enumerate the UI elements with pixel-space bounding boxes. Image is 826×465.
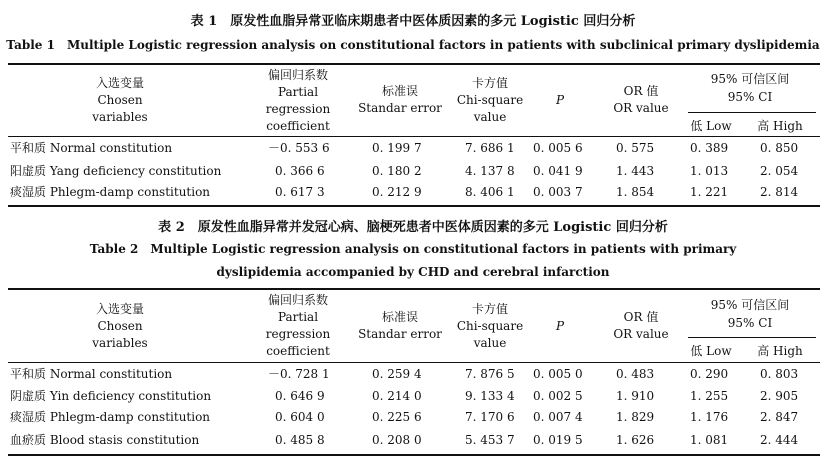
t2-row2-p: 0. 002 5 (533, 389, 583, 403)
t1-header-chi-en1: Chi-square (456, 93, 524, 107)
t2-row1-p: 0. 005 0 (533, 367, 583, 381)
t2-row1-se: 0. 259 4 (372, 367, 422, 381)
t2-header-coef-cn: 偏回归系数 (267, 293, 328, 307)
t2-row3-chi: 7. 170 6 (465, 410, 515, 424)
table2-header-rule (8, 362, 820, 363)
t1-row1-var: 平和质 Normal constitution (10, 141, 173, 155)
t1-row3-coef: 0. 617 3 (275, 185, 325, 199)
t1-header-low: 低 Low (690, 119, 732, 133)
t1-row3-chi: 8. 406 1 (465, 185, 515, 199)
t1-row2-low: 1. 013 (690, 164, 729, 178)
t1-row3-high: 2. 814 (760, 185, 799, 199)
t1-row2-chi: 4. 137 8 (465, 164, 515, 178)
t1-header-coef-en2: regression (265, 102, 331, 116)
t2-row1-coef: －0. 728 1 (268, 367, 330, 381)
t1-row1-coef: －0. 553 6 (268, 141, 330, 155)
t2-row4-or: 1. 626 (616, 433, 655, 447)
t1-header-ci-en: 95% CI (727, 90, 773, 104)
t2-header-coef-en3: coefficient (266, 344, 330, 358)
t2-row4-se: 0. 208 0 (372, 433, 422, 447)
t1-header-ci-cn: 95% 可信区间 (710, 72, 790, 86)
t1-header-high: 高 High (757, 119, 803, 133)
t2-row1-high: 0. 803 (760, 367, 799, 381)
t1-row1-se: 0. 199 7 (372, 141, 422, 155)
t2-header-or-en: OR value (613, 327, 669, 341)
t2-row1-low: 0. 290 (690, 367, 729, 381)
t1-header-se-en: Standar error (358, 101, 442, 115)
t1-header-se-cn: 标准误 (381, 84, 418, 98)
t2-header-var-en2: variables (92, 336, 148, 350)
t2-row1-chi: 7. 876 5 (465, 367, 515, 381)
t2-header-chi-cn: 卡方值 (471, 302, 508, 316)
t2-header-chi-en2: value (473, 336, 507, 350)
t1-header-coef-cn: 偏回归系数 (267, 68, 328, 82)
t2-ci-rule (688, 337, 816, 338)
t2-row3-coef: 0. 604 0 (275, 410, 325, 424)
t1-row1-chi: 7. 686 1 (465, 141, 515, 155)
t1-row1-high: 0. 850 (760, 141, 799, 155)
t2-row2-coef: 0. 646 9 (275, 389, 325, 403)
table1-title-cn: 表 1 原发性血脂异常亚临床期患者中医体质因素的多元 Logistic 回归分析 (190, 14, 636, 29)
t1-header-chi-en2: value (473, 110, 507, 124)
t2-row2-chi: 9. 133 4 (465, 389, 515, 403)
t1-header-coef-en3: coefficient (266, 119, 330, 133)
t1-row1-p: 0. 005 6 (533, 141, 583, 155)
t2-header-ci-en: 95% CI (727, 316, 773, 330)
t2-header-se-cn: 标准误 (381, 310, 418, 324)
table1-header-rule (8, 136, 820, 137)
table2-title-en-line1: Table 2 Multiple Logistic regression analysis on constitutional factors in patients with primary (89, 242, 737, 256)
t2-header-coef-en2: regression (265, 327, 331, 341)
t1-row2-coef: 0. 366 6 (275, 164, 325, 178)
t2-header-or-cn: OR 值 (623, 310, 659, 324)
t2-row4-p: 0. 019 5 (533, 433, 583, 447)
t1-row1-low: 0. 389 (690, 141, 729, 155)
table1-bottom-rule (8, 205, 820, 207)
t2-row4-coef: 0. 485 8 (275, 433, 325, 447)
t2-header-coef-en1: Partial (277, 310, 319, 324)
t1-row2-se: 0. 180 2 (372, 164, 422, 178)
table1-title-en: Table 1 Multiple Logistic regression analysis on constitutional factors in patients with subclinical primary dyslipidemia (6, 38, 820, 52)
t1-header-coef-en1: Partial (277, 85, 319, 99)
table2-top-rule (8, 288, 820, 290)
t1-header-p: P (555, 93, 565, 107)
t2-row3-var: 痰湿质 Phlegm-damp constitution (10, 410, 211, 424)
t1-row3-or: 1. 854 (616, 185, 655, 199)
t1-row3-low: 1. 221 (690, 185, 729, 199)
t2-row3-high: 2. 847 (760, 410, 799, 424)
t2-header-var-cn: 入选变量 (95, 302, 144, 316)
t2-row2-se: 0. 214 0 (372, 389, 422, 403)
t2-row1-or: 0. 483 (616, 367, 655, 381)
t2-row3-or: 1. 829 (616, 410, 655, 424)
t1-row3-se: 0. 212 9 (372, 185, 422, 199)
t2-row4-chi: 5. 453 7 (465, 433, 515, 447)
table2-title-en-line2: dyslipidemia accompanied by CHD and cerebral infarction (216, 265, 610, 279)
t2-row3-se: 0. 225 6 (372, 410, 422, 424)
t2-row4-high: 2. 444 (760, 433, 799, 447)
t2-row2-var: 阴虚质 Yin deficiency constitution (10, 389, 212, 403)
t2-header-se-en: Standar error (358, 327, 442, 341)
t2-row2-low: 1. 255 (690, 389, 729, 403)
t1-row2-p: 0. 041 9 (533, 164, 583, 178)
t1-row1-or: 0. 575 (616, 141, 655, 155)
t2-header-high: 高 High (757, 344, 803, 358)
t1-row2-or: 1. 443 (616, 164, 655, 178)
t2-header-ci-cn: 95% 可信区间 (710, 298, 790, 312)
t2-row1-var: 平和质 Normal constitution (10, 367, 173, 381)
table2-bottom-rule (8, 454, 820, 456)
table1-top-rule (8, 63, 820, 65)
t1-header-var-en2: variables (92, 110, 148, 124)
t1-row2-var: 阳虚质 Yang deficiency constitution (10, 164, 222, 178)
t1-ci-rule (688, 112, 816, 113)
t2-row4-low: 1. 081 (690, 433, 729, 447)
t1-row2-high: 2. 054 (760, 164, 799, 178)
t2-header-p: P (555, 319, 565, 333)
t1-header-or-en: OR value (613, 101, 669, 115)
t2-row4-var: 血瘀质 Blood stasis constitution (10, 433, 200, 447)
t1-header-var-cn: 入选变量 (95, 76, 144, 90)
t1-header-chi-cn: 卡方值 (471, 76, 508, 90)
t2-header-var-en1: Chosen (97, 319, 143, 333)
t2-header-low: 低 Low (690, 344, 732, 358)
t2-row3-p: 0. 007 4 (533, 410, 583, 424)
t1-row3-p: 0. 003 7 (533, 185, 583, 199)
t1-header-or-cn: OR 值 (623, 84, 659, 98)
t2-row3-low: 1. 176 (690, 410, 729, 424)
t2-row2-or: 1. 910 (616, 389, 655, 403)
table2-title-cn: 表 2 原发性血脂异常并发冠心病、脑梗死患者中医体质因素的多元 Logistic 回归分析 (158, 220, 668, 235)
t1-row3-var: 痰湿质 Phlegm-damp constitution (10, 185, 211, 199)
t2-header-chi-en1: Chi-square (456, 319, 524, 333)
t2-row2-high: 2. 905 (760, 389, 799, 403)
t1-header-var-en1: Chosen (97, 93, 143, 107)
